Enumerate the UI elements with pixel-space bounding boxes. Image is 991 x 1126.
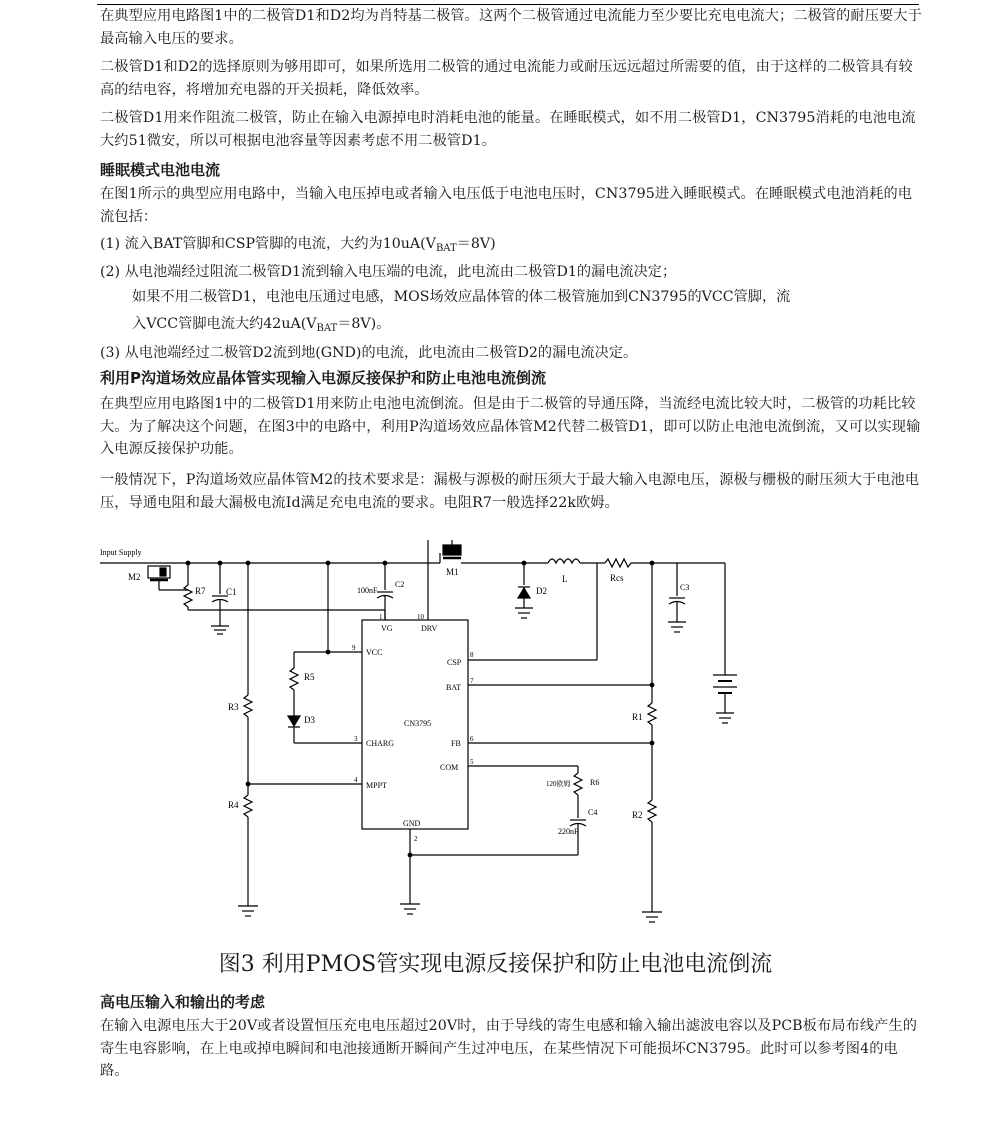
pin-charg: CHARG (366, 739, 395, 748)
pin-vcc: VCC (366, 648, 383, 657)
paragraph-high-voltage: 在输入电源电压大于20V或者设置恒压充电电压超过20V时，由于导线的寄生电感和输入输出滤波电容以及PCB板布局布线产生的寄生电容影响，在上电或掉电瞬间和电池接通断开瞬间产生过冲电压，在某些情况下可能损坏CN3795。此时可以参考图4的电路。 (100, 1018, 917, 1079)
paragraph-diodes-schottky: 在典型应用电路图1中的二极管D1和D2均为肖特基二极管。这两个二极管通过电流能力至少要比充电电流大；二极管的耐压要大于最高输入电压的要求。 (100, 8, 922, 47)
label-r5: R5 (304, 672, 315, 682)
label-r6-value: 120欧姆 (546, 780, 571, 788)
label-c3: C3 (680, 583, 690, 592)
label-r2: R2 (632, 810, 643, 820)
resistor-r1 (648, 703, 656, 725)
pin-com: COM (440, 763, 459, 772)
label-c2-value: 100nF (357, 586, 378, 595)
label-m2: M2 (128, 572, 141, 582)
circuit-schematic (90, 540, 790, 930)
label-r1: R1 (632, 712, 643, 722)
list-item-2-cont2: 入VCC管脚电流大约$42uA(V_{BAT}=8V)$。 (132, 316, 391, 334)
heading-high-voltage: 高电压输入和输出的考虑 (100, 993, 266, 1011)
pin-bat: BAT (446, 683, 462, 692)
label-d3: D3 (304, 715, 315, 725)
pin-num-7: 7 (470, 677, 474, 685)
list-item-2: (2) 从电池端经过阻流二极管D1流到输入电压端的电流，此电流由二极管D1的漏电流决定； (100, 264, 677, 280)
list-item-2-cont: 如果不用二极管D1，电池电压通过电感，MOS场效应晶体管的体二极管施加到CN3795的VCC管脚，流 (132, 289, 791, 305)
label-input-supply: Input Supply (100, 548, 142, 557)
label-d2: D2 (536, 586, 547, 596)
ground-d2 (515, 608, 533, 618)
pin-gnd: GND (403, 819, 421, 828)
pin-num-5: 5 (470, 758, 474, 766)
pin-num-4: 4 (354, 776, 358, 784)
mosfet-m2 (148, 566, 188, 590)
label-r3: R3 (228, 702, 239, 712)
ground-r4 (238, 906, 258, 916)
paragraph-diode-selection: 二极管D1和D2的选择原则为够用即可，如果所选用二极管的通过电流能力或耐压远远超过所需要的值，由于这样的二极管具有较高的结电容，将增加充电器的开关损耗，降低效率。 (100, 59, 913, 98)
pin-mppt: MPPT (366, 781, 387, 790)
label-c4: C4 (588, 808, 598, 817)
pin-num-10: 10 (417, 613, 424, 621)
list-item-3: (3) 从电池端经过二极管D2流到地(GND)的电流，此电流由二极管D2的漏电流决定。 (100, 345, 638, 361)
label-r4: R4 (228, 800, 239, 810)
label-l: L (562, 574, 568, 584)
pin-csp: CSP (447, 658, 462, 667)
resistor-r2 (648, 800, 656, 822)
pin-num-9: 9 (352, 644, 356, 652)
paragraph-pmos-intro: 在典型应用电路图1中的二极管D1用来防止电池电流倒流。但是由于二极管的导通压降，当流经电流比较大时，二极管的功耗比较大。为了解决这个问题，在图3中的电路中，利用P沟道场效应晶体管M2代替二极管D1，即可以防止电池电流倒流，又可以实现输入电源反接保护功能。 (100, 396, 921, 457)
ground-c1 (211, 626, 229, 634)
list-item-1: (1) 流入BAT管脚和CSP管脚的电流，大约为$10uA(V_{BAT}=8V)$ (100, 236, 496, 254)
pin-drv: DRV (421, 624, 438, 633)
pin-num-1: 1 (379, 613, 383, 621)
diode-d3 (288, 716, 300, 726)
resistor-r3 (244, 695, 252, 717)
label-r6: R6 (590, 778, 600, 787)
label-c1: C1 (226, 587, 237, 597)
label-chip: CN3795 (404, 719, 432, 728)
label-rcs: Rcs (610, 573, 624, 583)
pin-fb: FB (451, 739, 461, 748)
label-c4-value: 220nF (558, 827, 579, 836)
battery-ground (716, 713, 734, 723)
label-r7: R7 (195, 586, 206, 596)
inductor-l (548, 559, 580, 563)
figure-caption: 图3 利用PMOS管实现电源反接保护和防止电池电流倒流 (218, 952, 773, 977)
pin-num-3: 3 (354, 735, 358, 743)
resistor-rcs (605, 559, 631, 567)
heading-pmos-protection: 利用P沟道场效应晶体管实现输入电源反接保护和防止电池电流倒流 (100, 369, 546, 387)
paragraph-d1-blocking: 二极管D1用来作阻流二极管，防止在输入电源掉电时消耗电池的能量。在睡眠模式，如不用二极管D1，CN3795消耗的电池电流大约51微安，所以可根据电池容量等因素考虑不用二极管D1。 (100, 110, 916, 149)
pin-vg: VG (381, 624, 393, 633)
pin-num-2: 2 (414, 835, 418, 843)
label-c2: C2 (395, 580, 405, 589)
ground-c3 (668, 622, 686, 632)
resistor-r7 (184, 585, 192, 607)
paragraph-sleep-mode: 在图1所示的典型应用电路中，当输入电压掉电或者输入电压低于电池电压时，CN3795进入睡眠模式。在睡眠模式电池消耗的电流包括： (100, 186, 913, 225)
resistor-r4 (244, 795, 252, 817)
pin-num-6: 6 (470, 735, 474, 743)
pin-num-8: 8 (470, 651, 474, 659)
ground-r2 (642, 912, 662, 922)
resistor-r6 (574, 773, 582, 795)
heading-sleep-current: 睡眠模式电池电流 (100, 161, 221, 179)
paragraph-pmos-requirements: 一般情况下，P沟道场效应晶体管M2的技术要求是：漏极与源极的耐压须大于最大输入电源电压，源极与栅极的耐压须大于电池电压，导通电阻和最大漏极电流Id满足充电电流的要求。电阻R7一般选择22k欧姆。 (100, 472, 920, 511)
label-m1: M1 (446, 567, 459, 577)
resistor-r5 (290, 668, 298, 690)
diode-d2 (518, 588, 530, 598)
ground-chip (400, 904, 420, 914)
